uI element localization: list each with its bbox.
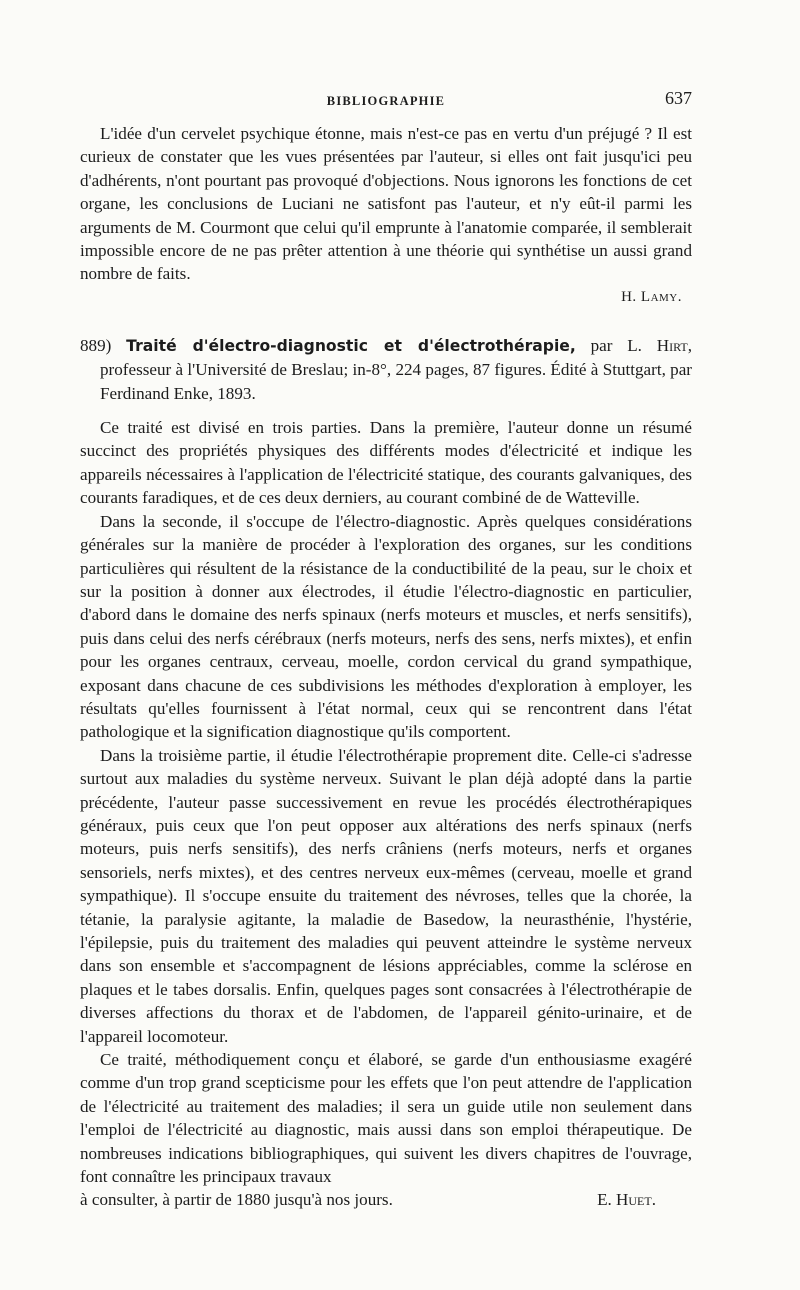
- page: [80, 88, 692, 1212]
- review-paragraph: Ce traité, méthodiquement conçu et élaboré, se garde d'un enthousiasme exagéré comme d'un trop grand scepticisme pour les effets que l'on peut attendre de l'application de l'électricité au traitement des maladies; il sera un guide utile non seulement dans l'emploi de l'électricité au diagnostic, mais aussi dans son emploi thérapeutique. De nombreuses indications bibliographiques, qui suivent les divers chapitres de l'ouvrage, font connaître les principaux travaux: [80, 1050, 692, 1187]
- review-paragraph: L'idée d'un cervelet psychique étonne, mais n'est-ce pas en vertu d'un préjugé ? Il est curieux de constater que les vues présentées par l'auteur, si elles ont fait jusqu'ici peu d'adhérents, n'ont pourtant pas provoqué d'objections. Nous ignorons les fonctions de cet organe, les conclusions de Luciani ne satisfont pas l'auteur, et n'y eût-il parmi les arguments de M. Courmont que celui qu'il emprunte à l'anatomie comparée, il semblerait impossible encore de ne pas prêter attention à une théorie qui synthétise un aussi grand nombre de faits.: [80, 124, 692, 284]
- running-title: BIBLIOGRAPHIE: [326, 94, 446, 108]
- signature-text: H. Lamy.: [621, 288, 682, 305]
- reviewer-signature: [80, 286, 682, 308]
- page-number: 637: [665, 88, 692, 108]
- review-paragraph: Dans la seconde, il s'occupe de l'électro-diagnostic. Après quelques considérations générales sur la manière de procéder à l'exploration des organes, sur les conditions particulières qui résultent de la résistance de la conductibilité de la peau, sur le choix et sur la position à donner aux électrodes, il étudie l'électro-diagnostic en particulier, d'abord dans le domaine des nerfs spinaux (nerfs moteurs et muscles, et nerfs sensitifs), puis dans celui des nerfs cérébraux (nerfs moteurs, nerfs des sens, nerfs mixtes), et enfin pour les organes centraux, cerveau, moelle, cordon cervical du grand sympathique, exposant dans chacune de ces subdivisions les méthodes d'exploration à employer, les résultats qu'elles fournissent à l'état normal, ceux qui se rencontrent dans l'état pathologique et la signification diagnostique qu'ils comportent.: [80, 511, 692, 742]
- reviewer-signature: E. Huet.: [597, 1190, 656, 1210]
- review-paragraph: Dans la troisième partie, il étudie l'électrothérapie proprement dite. Celle-ci s'adresse surtout aux maladies du système nerveux. Suivant le plan déjà adopté dans la partie précédente, l'auteur passe successivement en revue les procédés électrothérapiques généraux, puis ceux que l'on peut opposer aux altérations des nerfs spinaux (nerfs moteurs, puis nerfs sensitifs), des nerfs crâniens (nerfs moteurs, nerfs et organes sensoriels, nerfs mixtes), et des centres nerveux eux-mêmes (cerveau, moelle et grand sympathique). Il s'occupe ensuite du traitement des névroses, telles que la chorée, la tétanie, la paralysie agitante, la maladie de Basedow, la neurasthénie, l'hystérie, l'épilepsie, puis du traitement des maladies qui peuvent atteindre le système nerveux dans son ensemble et s'accompagnent de lésions appréciables, comme la sclérose en plaques et le tabes dorsalis. Enfin, quelques pages sont consacrées à l'électrothérapie de diverses affections du thorax et de l'abdomen, de l'appareil génito-urinaire, et de l'appareil locomoteur.: [80, 745, 692, 1046]
- bibliography-entry: [80, 334, 692, 405]
- entry-details: professeur à l'Université de Breslau; in-8°, 224 pages, 87 figures. Édité à Stuttgart, par Ferdinand Enke, 1893.: [100, 360, 692, 403]
- entry-author: Hirt,: [656, 335, 692, 355]
- entry-number: 889): [80, 335, 112, 355]
- page-header: [80, 88, 692, 122]
- entry-by: par L.: [590, 335, 642, 355]
- final-line: [80, 1188, 692, 1211]
- entry-title: Traité d'électro-diagnostic et d'électrothérapie,: [126, 336, 576, 355]
- review-paragraph: Ce traité est divisé en trois parties. Dans la première, l'auteur donne un résumé succinct des propriétés physiques des différents modes d'électricité et indique les appareils nécessaires à l'application de l'électricité statique, des courants galvaniques, des courants faradiques, et de ces deux derniers, au courant combiné de de Watteville.: [80, 418, 692, 508]
- final-line-text: à consulter, à partir de 1880 jusqu'à nos jours.: [80, 1190, 393, 1210]
